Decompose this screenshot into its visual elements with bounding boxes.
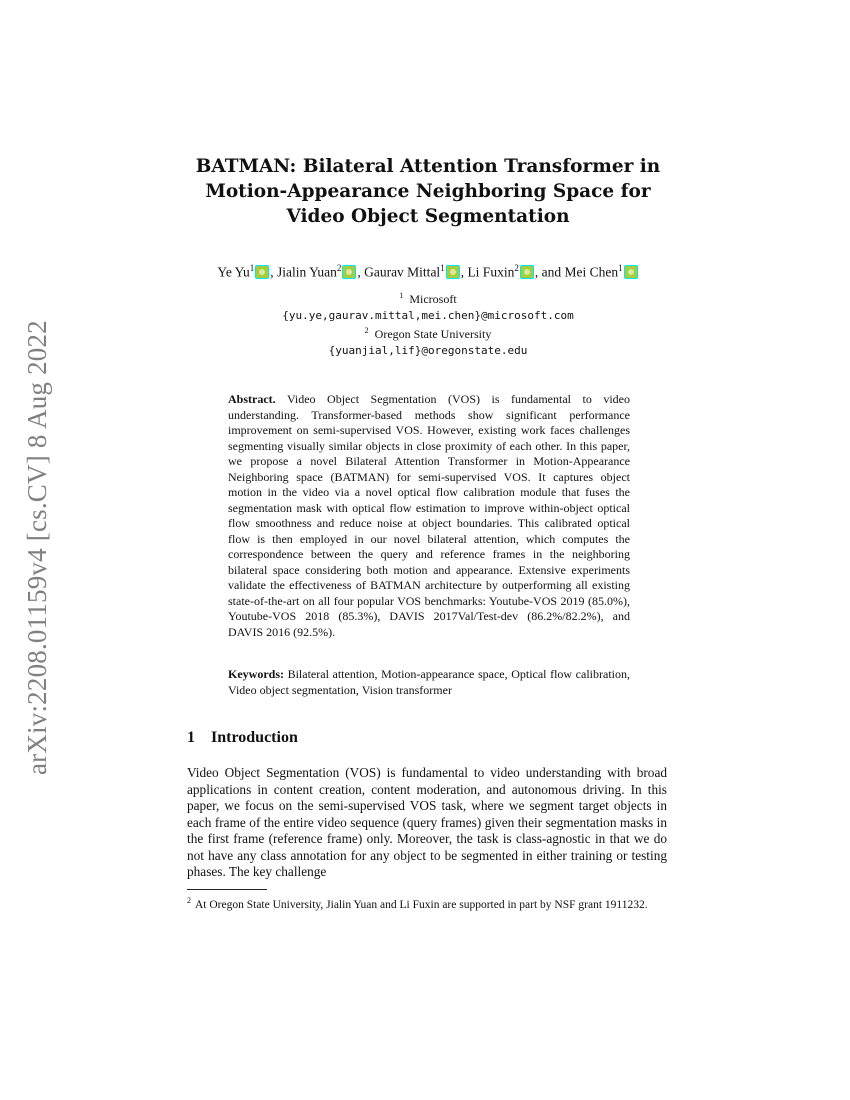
abstract-text: Video Object Segmentation (VOS) is fundamental to video understanding. Transformer-based methods show significant performance improvement on semi-supervised VOS. However, existing work faces challenges segmenting visually similar objects in close proximity of each other. In this paper, we propose a novel Bilateral Attention Transformer in Motion-Appearance Neighboring space (BATMAN) for semi-supervised VOS. It captures object motion in the video via a novel optical flow calibration module that fuses the segmentation mask with optical flow estimation to improve within-object optical flow smoothness and reduce noise at object boundaries. This calibrated optical flow is then employed in our novel bilateral attention, which computes the correspondence between the query and reference frames in the neighboring bilateral space considering both motion and appearance. Extensive experiments validate the effectiveness of BATMAN architecture by outperforming all existing state-of-the-art on all four popular VOS benchmarks: Youtube-VOS 2019 (85.0%), Youtube-VOS 2018 (85.3%), DAVIS 2017Val/Test-dev (86.2%/82.2%), and DAVIS 2016 (92.5%). [228,392,630,639]
author-affil-sup: 1 [249,263,255,273]
affil-sup: 2 [364,326,369,335]
title-line-1: BATMAN: Bilateral Attention Transformer in [195,156,661,177]
abstract [228,392,630,640]
affiliation-2 [200,323,656,343]
orcid-icon[interactable] [342,265,356,279]
author-list [150,258,706,283]
author-affil-sup: 1 [440,263,445,273]
affiliation-1 [200,288,656,308]
intro-paragraph: Video Object Segmentation (VOS) is fundamental to video understanding with broad applications in content creation, content moderation, and autonomous driving. In this paper, we focus on the semi-supervised VOS task, where we segment target objects in each frame of the entire video sequence (query frames) given their segmentation masks in the first frame (reference frame) only. Moreover, the task is class-agnostic in that we do not have any class annotation for any object to be segmented in either training or testing phases. The key challenge [187,765,667,879]
keywords [228,667,630,698]
keywords-text: Bilateral attention, Motion-appearance space, Optical flow calibration, Video object segmentation, Vision transformer [228,667,630,697]
affil-name: Oregon State University [374,327,492,341]
footnote-mark: 2 [187,896,191,905]
author-name: Ye Yu [217,264,250,280]
section-heading [187,729,298,747]
author-name: Jialin Yuan [276,264,337,280]
section-number: 1 [187,729,195,746]
affiliations [200,288,656,358]
orcid-icon[interactable] [520,265,534,279]
affil-email-1[interactable]: {yu.ye,gaurav.mittal,mei.chen}@microsoft.com [282,308,574,322]
author-affil-sup: 2 [336,263,342,273]
title-line-3: Video Object Segmentation [286,206,570,227]
orcid-icon[interactable] [624,265,638,279]
affil-name: Microsoft [409,292,457,306]
author-separator: , [357,264,365,280]
author-name: Li Fuxin [467,264,515,280]
keywords-label: Keywords: [228,667,284,681]
orcid-icon[interactable] [255,265,269,279]
orcid-icon[interactable] [446,265,460,279]
author-name: Gaurav Mittal [364,264,441,280]
arxiv-stamp [17,295,57,775]
footnote [187,894,667,912]
author-name: Mei Chen [564,264,619,280]
arxiv-id-text: arXiv:2208.01159v4 [cs.CV] 8 Aug 2022 [22,320,52,775]
footnote-rule [187,889,267,890]
paper-title [190,154,666,229]
affil-email-2[interactable]: {yuanjial,lif}@oregonstate.edu [328,343,528,357]
footnote-text: At Oregon State University, Jialin Yuan and Li Fuxin are supported in part by NSF grant 1911232. [195,898,648,911]
author-separator: , [270,264,277,280]
title-line-2: Motion-Appearance Neighboring Space for [205,181,651,202]
author-affil-sup: 2 [514,263,519,273]
author-separator: , [460,264,468,280]
section-title: Introduction [211,729,298,746]
abstract-label: Abstract. [228,392,276,406]
affil-sup: 1 [399,291,404,300]
author-affil-sup: 1 [618,263,623,273]
author-separator: , and [534,264,565,280]
